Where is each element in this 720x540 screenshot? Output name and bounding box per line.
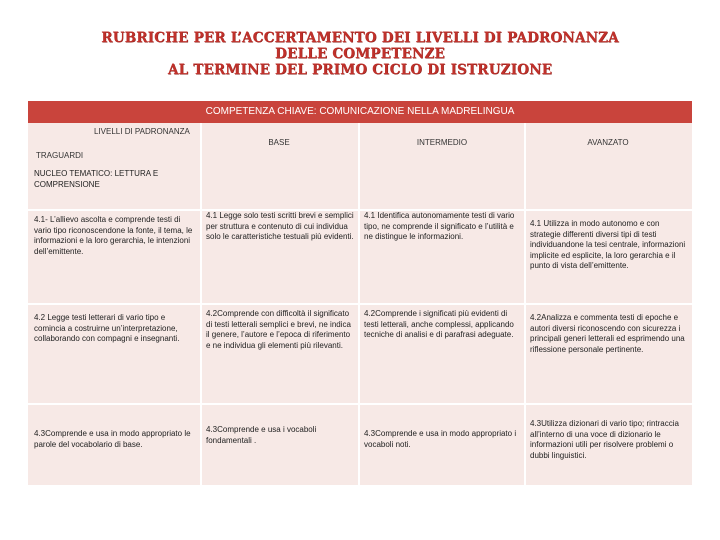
nucleo-tematico: NUCLEO TEMATICO: LETTURA E COMPRENSIONE	[34, 169, 159, 189]
header-base: BASE	[268, 138, 290, 147]
document-title	[0, 30, 720, 78]
row-2-traguardo: 4.2 Legge testi letterari di vario tipo e comincia a costruirne un’interpretazione, collaborando con compagni e insegnanti.	[34, 313, 180, 343]
header-traguardi: TRAGUARDI	[36, 151, 84, 160]
title-line-2: DELLE COMPETENZE	[275, 46, 445, 62]
row-3-base: 4.3Comprende e usa i vocaboli fondamentali .	[206, 425, 317, 445]
header-livelli: LIVELLI DI PADRONANZA	[94, 127, 190, 136]
row-divider	[28, 403, 692, 405]
title-line-3: AL TERMINE DEL PRIMO CICLO DI ISTRUZIONE	[167, 62, 553, 78]
rubric-grid	[28, 123, 692, 485]
row-divider	[28, 209, 692, 211]
rubric-table	[28, 101, 692, 485]
row-3-traguardo: 4.3Comprende e usa in modo appropriato le parole del vocabolario di base.	[34, 429, 191, 449]
row-3-avanzato: 4.3Utilizza dizionari di vario tipo; rintraccia all’interno di una voce di dizionario le informazioni utili per risolvere problemi o dubbi linguistici.	[530, 419, 679, 460]
row-1-base: 4.1 Legge solo testi scritti brevi e semplici per struttura e contenuto di cui individua solo le caratteristiche testuali più evidenti.	[206, 211, 354, 241]
title-line-1: RUBRICHE PER L’ACCERTAMENTO DEI LIVELLI DI PADRONANZA	[101, 30, 619, 46]
row-2-base: 4.2Comprende con difficoltà il significato di testi letterali semplici e brevi, ne indica il genere, l’autore e l’epoca di riferimento e ne individua gli elementi più rilevanti.	[206, 309, 351, 350]
row-1-intermedio: 4.1 Identifica autonomamente testi di vario tipo, ne comprende il significato e l’utilità e ne distingue le informazioni.	[364, 211, 515, 241]
row-2-avanzato: 4.2Analizza e commenta testi di epoche e autori diversi riconoscendo con sicurezza i principali generi letterali ed esprimendo una riflessione personale pertinente.	[530, 313, 685, 354]
row-2-intermedio: 4.2Comprende i significati più evidenti di testi letterali, anche complessi, applicando tecniche di analisi e di parafrasi adeguate.	[364, 309, 514, 339]
row-1-traguardo: 4.1- L’allievo ascolta e comprende testi di vario tipo riconoscendone la fonte, il tema, le informazioni e la loro gerarchia, le intenzioni dell’emittente.	[34, 215, 193, 256]
row-divider	[28, 303, 692, 305]
row-3-intermedio: 4.3Comprende e usa in modo appropriato i vocaboli noti.	[364, 429, 517, 449]
header-avanzato: AVANZATO	[587, 138, 629, 147]
header-intermedio: INTERMEDIO	[416, 138, 468, 147]
competence-banner: COMPETENZA CHIAVE: COMUNICAZIONE NELLA MADRELINGUA	[28, 101, 692, 123]
row-1-avanzato: 4.1 Utilizza in modo autonomo e con strategie differenti diversi tipi di testi individuandone la tesi centrale, informazioni implicite ed esplicite, la loro gerarchia e il punto di vista dell’emittente.	[530, 219, 686, 270]
